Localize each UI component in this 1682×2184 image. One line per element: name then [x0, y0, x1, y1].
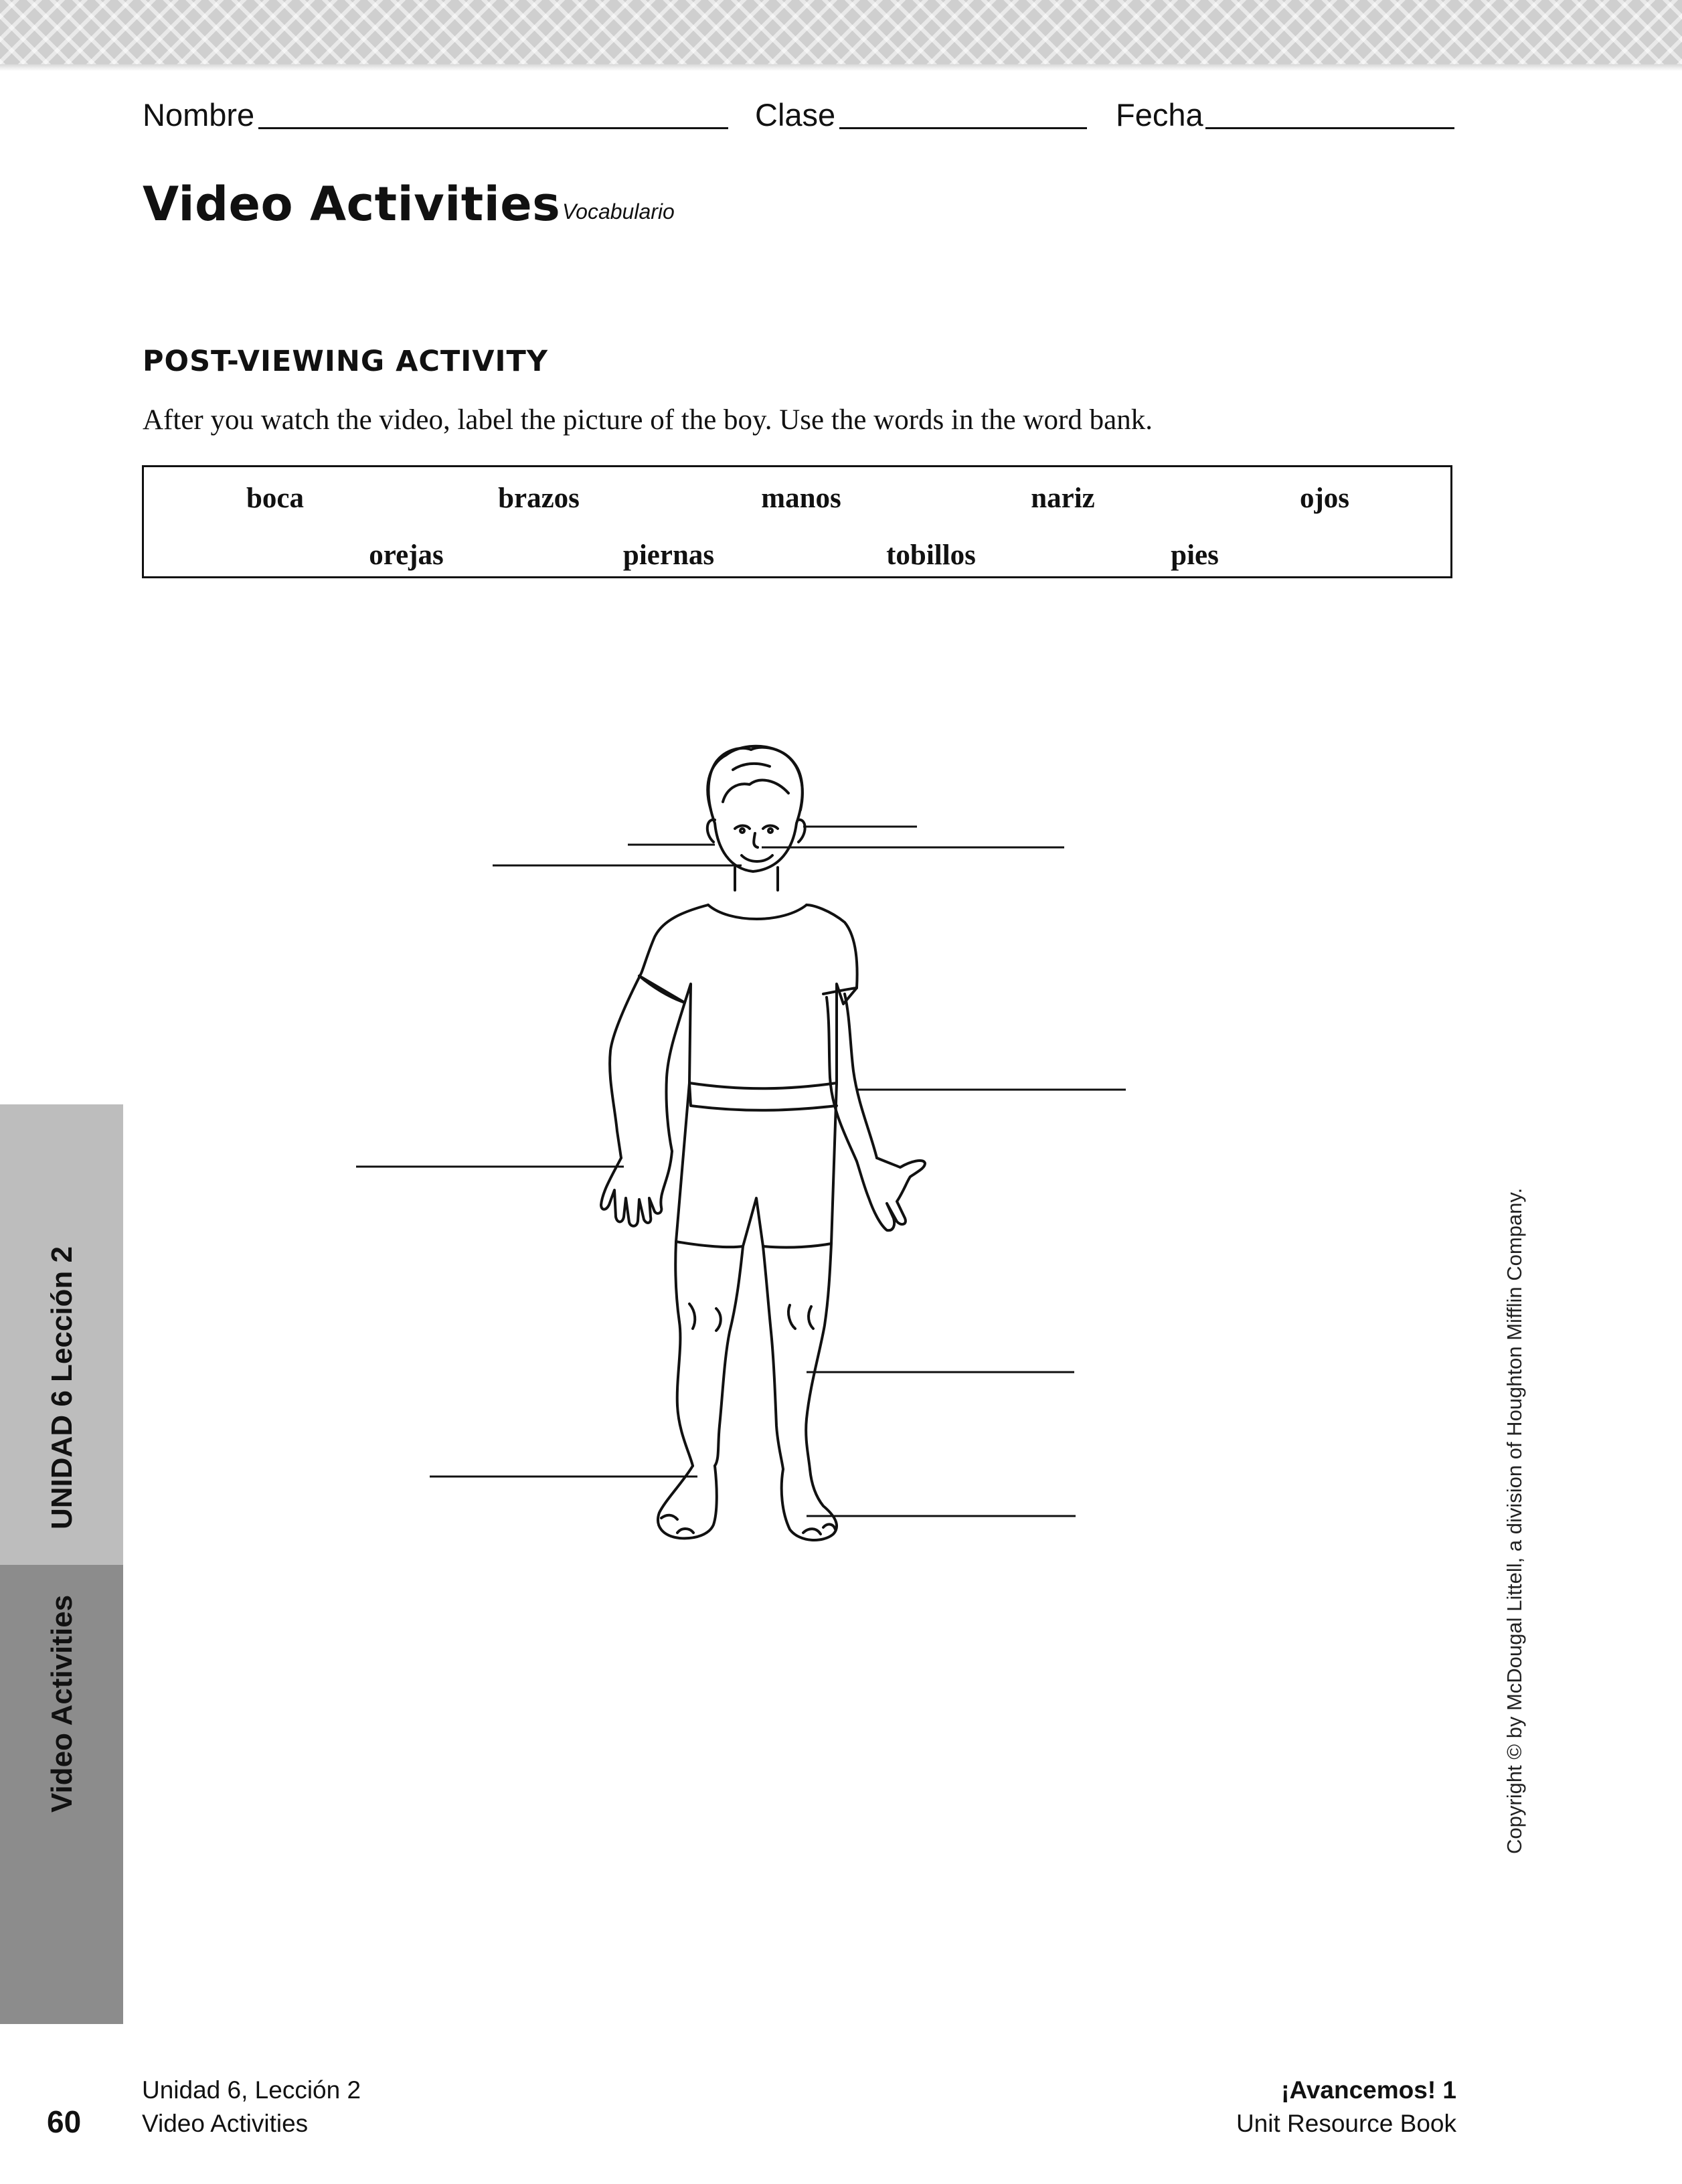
boy-eye-left	[740, 829, 744, 833]
word-bank-item: pies	[1171, 539, 1219, 571]
boy-eye-right	[768, 829, 772, 833]
word-bank-item: nariz	[1031, 483, 1095, 514]
word-bank-item: manos	[761, 483, 841, 514]
boy-collar	[708, 905, 807, 919]
clase-label: Clase	[755, 97, 836, 133]
page-subtitle: Vocabulario	[562, 199, 675, 224]
instructions: After you watch the video, label the picture of the boy. Use the words in the word bank.	[143, 404, 1153, 436]
word-bank-item: brazos	[498, 483, 580, 514]
word-bank-item: boca	[246, 483, 304, 514]
section-heading: POST-VIEWING ACTIVITY	[143, 345, 549, 378]
boy-toes-left	[661, 1515, 693, 1533]
boy-knee-left	[689, 1304, 721, 1331]
boy-leg-left	[675, 1242, 743, 1466]
footer-unit-lesson: Unidad 6, Lección 2	[142, 2076, 361, 2104]
boy-arm-left	[610, 977, 685, 1158]
boy-nose	[754, 833, 758, 847]
boy-ear-right	[798, 820, 805, 842]
word-bank-item: piernas	[622, 539, 715, 571]
boy-hand-right	[857, 1158, 925, 1230]
word-bank-item: ojos	[1299, 483, 1350, 514]
boy-toes-right	[803, 1524, 835, 1534]
footer-right	[1236, 2074, 1456, 2140]
page-title: Video Activities	[143, 177, 561, 232]
boy-head	[708, 748, 802, 871]
footer-book-subtitle: Unit Resource Book	[1236, 2110, 1456, 2137]
boy-knee-right	[788, 1305, 813, 1329]
fecha-label: Fecha	[1116, 97, 1203, 133]
side-tab-unit-label: UNIDAD 6 Lección 2	[46, 1246, 78, 1529]
boy-leg-right	[763, 1244, 831, 1469]
footer-section: Video Activities	[142, 2110, 309, 2137]
boy-mouth	[742, 855, 772, 861]
nombre-label: Nombre	[143, 97, 255, 133]
side-tab-section	[0, 1565, 123, 2024]
side-tab-unit	[0, 1104, 123, 1565]
word-bank-item: orejas	[369, 539, 444, 571]
footer-book-title: ¡Avancemos! 1	[1281, 2076, 1456, 2104]
copyright-notice: Copyright © by McDougal Littell, a division of Houghton Mifflin Company.	[1503, 1187, 1526, 1854]
footer-left	[142, 2074, 361, 2140]
boy-hand-left	[601, 1151, 672, 1226]
side-tab-section-label: Video Activities	[46, 1594, 78, 1813]
word-bank-item: tobillos	[886, 539, 976, 571]
page-number: 60	[47, 2104, 82, 2139]
